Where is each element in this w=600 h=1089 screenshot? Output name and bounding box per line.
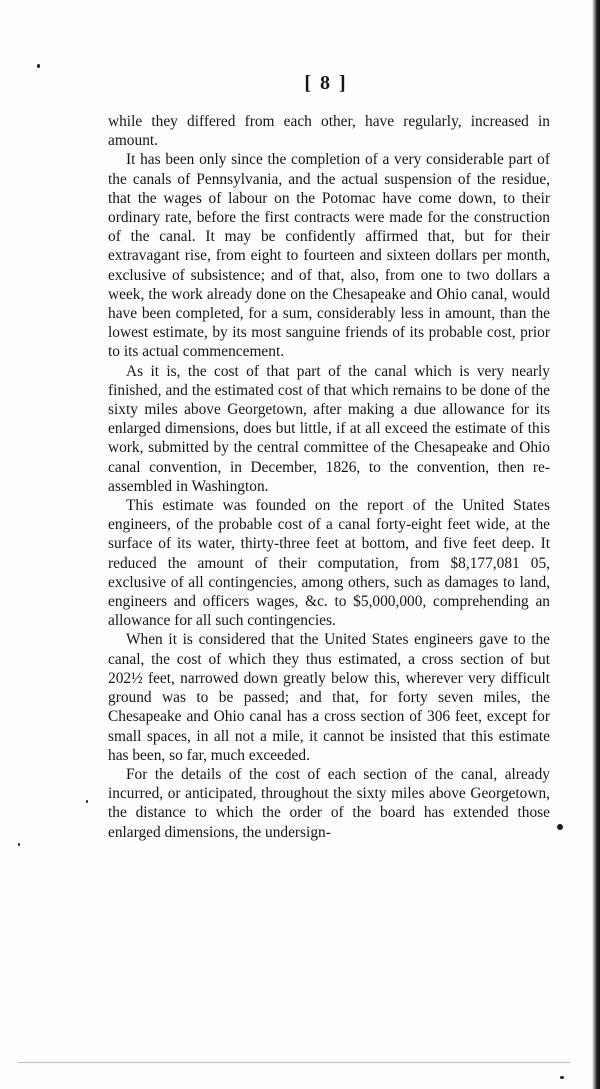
ink-speck [18, 843, 20, 846]
paragraph-wages: It has been only since the completion of a very considerable part of the canals of Pennsylvania, and the actual suspension of the residue, that the wages of labour on the Potomac have come down, to their ordinary rate, before the first contracts were made for the construction of the canal. It may be confidently affirmed that, but for their extravagant rise, from eight to fourteen and sixteen dollars per month, exclusive of subsistence; and of that, also, from one to two dollars a week, the work already done on the Chesapeake and Ohio canal, would have been completed, for a sum, considerably less in amount, than the lowest estimate, by its most sanguine friends of its probable cost, prior to its actual commencement. [108, 151, 550, 361]
page-number: [ 8 ] [304, 72, 348, 94]
paragraph-continued: while they differed from each other, have regularly, increased in amount. [108, 113, 550, 150]
ink-speck [86, 800, 88, 803]
ink-speck [557, 824, 563, 830]
paragraph-details: For the details of the cost of each section of the canal, already incurred, or anticipated, throughout the sixty miles above Georgetown, the distance to which the order of the board has extended those enlarged dimensions, the undersign- [108, 765, 550, 841]
paragraph-estimate: This estimate was founded on the report of the United States engineers, of the probable cost of a canal forty-eight feet wide, at the surface of its water, thirty-three feet at bottom, and five feet deep. It reduced the amount of their computation, from $8,177,081 05, exclusive of all contingencies, among others, such as damages to land, engineers and officers wages, &c. to $5,000,000, comprehending an allowance for all such contingencies. [108, 497, 550, 630]
bottom-edge-line [18, 1062, 570, 1063]
paragraph-cost: As it is, the cost of that part of the canal which is very nearly finished, and the estimated cost of that which remains to be done of the sixty miles above Georgetown, after making a due allowance for its enlarged dimensions, does but little, if at all exceed the estimate of this work, submitted by the central committee of the Chesapeake and Ohio canal convention, in December, 1826, to the convention, then re-assembled in Washington. [108, 362, 550, 495]
ink-speck [560, 1076, 564, 1079]
body-text [108, 112, 550, 842]
ink-speck [37, 64, 40, 68]
paragraph-cross-section: When it is considered that the United States engineers gave to the canal, the cost of which they thus estimated, a cross section of but 202½ feet, narrowed down greatly below this, wherever very difficult ground was to be passed; and that, for forty seven miles, the Chesapeake and Ohio canal has a cross section of 306 feet, except for small spaces, in all not a mile, it cannot be insisted that this estimate has been, so far, much exceeded. [108, 631, 550, 764]
page-edge-shadow [592, 0, 600, 1089]
